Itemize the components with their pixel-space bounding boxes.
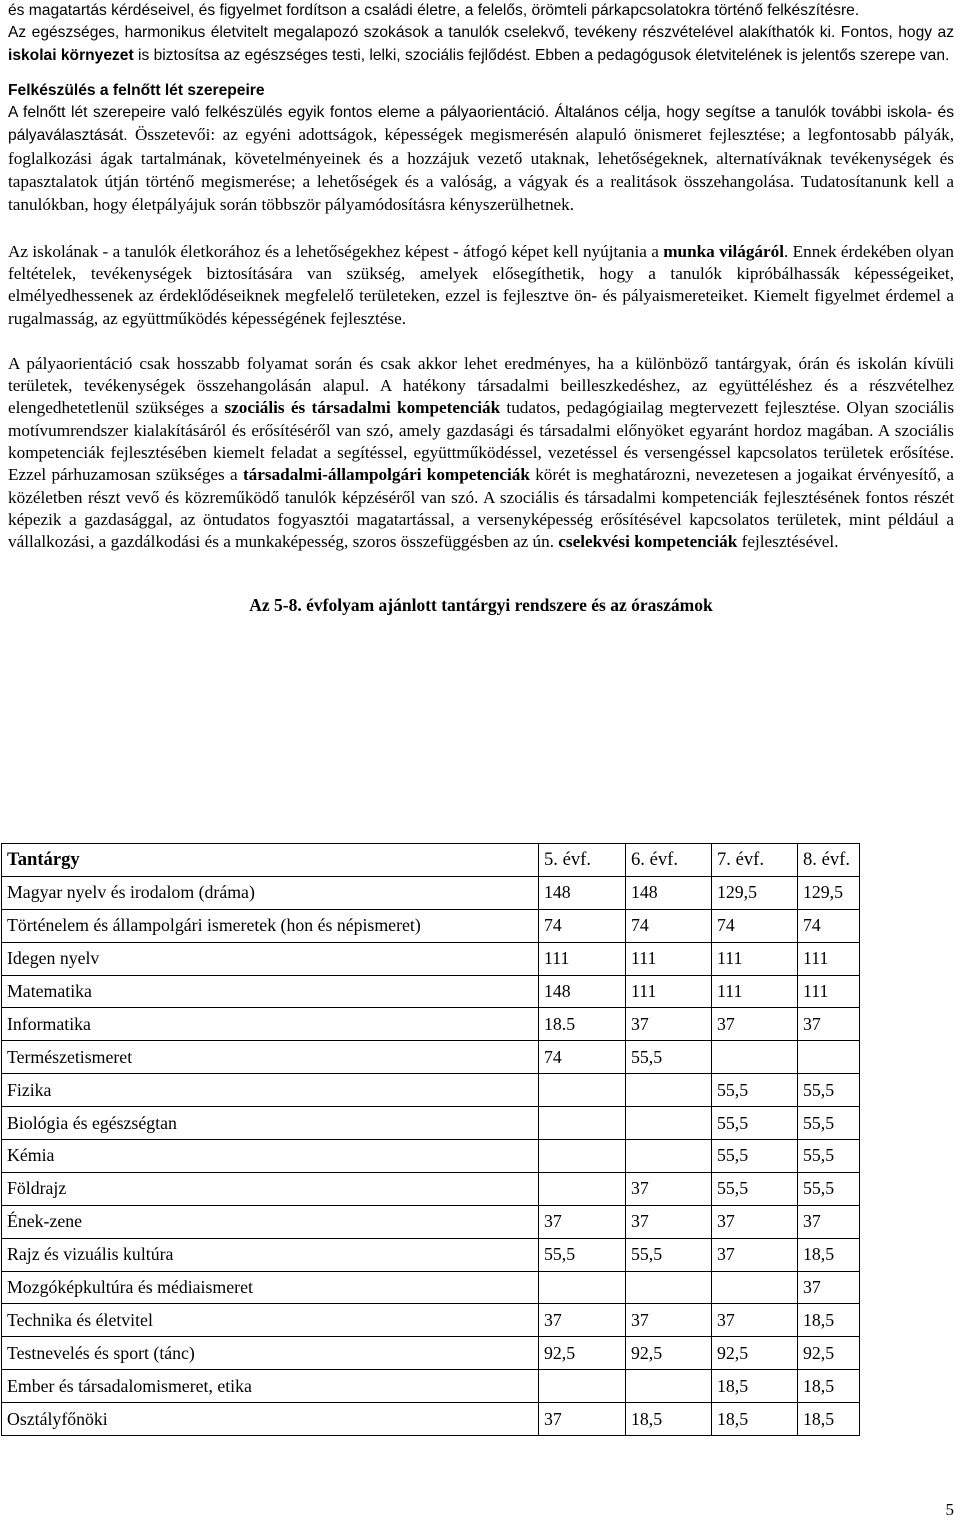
paragraph-competencies (8, 353, 954, 554)
hours-cell (626, 1107, 712, 1140)
text-span: fejlesztésével. (737, 532, 839, 552)
text-span: Az iskolának - a tanulók életkorához és a lehetőségekhez képest - átfogó képet kell nyújtania a (8, 241, 664, 261)
text-span: A pályaorientáció csak hosszabb folyamat során és csak akkor lehet eredményes, ha a különböző tantárgyak, órán és iskolán kívüli területek, tevékenységek összehangolásán alapul. A hatékony társadalmi beilleszkedéshez, az együttéléshez és a részvételhez elengedhetetlenül szükséges a (8, 353, 954, 418)
hours-cell: 92,5 (539, 1337, 626, 1370)
hours-cell (539, 1074, 626, 1107)
table-row (2, 1205, 860, 1238)
hours-cell: 74 (539, 909, 626, 942)
table-row (2, 1107, 860, 1140)
table-row (2, 1172, 860, 1205)
hours-cell: 129,5 (712, 876, 798, 909)
table-row (2, 942, 860, 975)
hours-cell (539, 1271, 626, 1304)
table-row (2, 909, 860, 942)
table-row (2, 1271, 860, 1304)
subject-cell: Testnevelés és sport (tánc) (2, 1337, 539, 1370)
text-healthy-habits: Az egészséges, harmonikus életvitelt megalapozó szokások a tanulók cselekvő, tevékeny részvételével alakíthatók ki. (8, 24, 836, 42)
table-row (2, 1238, 860, 1271)
bold-world-of-work: munka világáról (663, 241, 785, 261)
hours-cell: 111 (798, 942, 860, 975)
hours-cell: 37 (539, 1304, 626, 1337)
hours-cell (539, 1107, 626, 1140)
subject-cell: Ember és társadalomismeret, etika (2, 1370, 539, 1403)
hours-cell: 18,5 (712, 1370, 798, 1403)
hours-cell: 111 (626, 942, 712, 975)
subject-cell: Történelem és állampolgári ismeretek (hon és népismeret) (2, 909, 539, 942)
document-page (8, 0, 954, 616)
hours-cell (626, 1074, 712, 1107)
hours-cell (626, 1370, 712, 1403)
table-row (2, 1403, 860, 1436)
hours-cell: 37 (626, 1008, 712, 1041)
header-grade: 8. évf. (798, 844, 860, 877)
subject-cell: Fizika (2, 1074, 539, 1107)
subject-cell: Osztályfőnöki (2, 1403, 539, 1436)
text-career-orientation: A felnőtt lét szerepeire való felkészülés egyik fontos eleme a pályaorientáció. Általános célja, hogy segítse a tanulók további iskola- és pályaválasztását. (8, 104, 954, 145)
hours-cell: 111 (539, 942, 626, 975)
subject-cell: Informatika (2, 1008, 539, 1041)
hours-cell: 148 (539, 876, 626, 909)
subject-cell: Mozgóképkultúra és médiaismeret (2, 1271, 539, 1304)
hours-cell: 18,5 (712, 1403, 798, 1436)
hours-cell: 129,5 (798, 876, 860, 909)
hours-cell: 74 (539, 1041, 626, 1074)
bold-civic-competencies: társadalmi-állampolgári kompetenciák (242, 465, 530, 485)
table-body (2, 844, 860, 1436)
hours-cell: 55,5 (539, 1238, 626, 1271)
hours-cell: 55,5 (798, 1172, 860, 1205)
subject-cell: Idegen nyelv (2, 942, 539, 975)
hours-cell: 37 (539, 1205, 626, 1238)
hours-cell: 92,5 (798, 1337, 860, 1370)
hours-cell (626, 1271, 712, 1304)
subject-cell: Technika és életvitel (2, 1304, 539, 1337)
hours-cell: 74 (712, 909, 798, 942)
table-title: Az 5-8. évfolyam ajánlott tantárgyi rendszere és az óraszámok (249, 594, 713, 615)
hours-cell: 18.5 (539, 1008, 626, 1041)
table-row (2, 1074, 860, 1107)
hours-cell (798, 1041, 860, 1074)
text-span: körét is meghatározni, nevezetesen a jogaikat érvényesítő, a közéletben részt vevő és közreműködő tanulók képzéséről van szó. A szociális és társadalmi kompetenciák fejlesztésének fontos részét képezik a gazdasággal, az öntudatos fogyasztói magatartással, a versenyképesség erősítésével kapcsolatos területek, mint például a vállalkozási, a gazdálkodási és a munkaképesség, szoros összefüggésben az ún. (8, 465, 954, 552)
hours-cell: 37 (798, 1271, 860, 1304)
subject-cell: Magyar nyelv és irodalom (dráma) (2, 876, 539, 909)
hours-cell: 37 (712, 1008, 798, 1041)
hours-cell (712, 1041, 798, 1074)
hours-cell: 74 (798, 909, 860, 942)
hours-cell (539, 1140, 626, 1173)
hours-cell: 111 (626, 975, 712, 1008)
subject-cell: Természetismeret (2, 1041, 539, 1074)
subject-cell: Matematika (2, 975, 539, 1008)
hours-cell: 111 (712, 942, 798, 975)
hours-cell: 37 (626, 1172, 712, 1205)
table-row (2, 1337, 860, 1370)
hours-cell: 111 (712, 975, 798, 1008)
hours-cell: 37 (712, 1205, 798, 1238)
hours-cell: 92,5 (626, 1337, 712, 1370)
subject-hours-table (1, 843, 860, 1436)
table-row (2, 1304, 860, 1337)
hours-cell: 55,5 (626, 1041, 712, 1074)
hours-cell: 55,5 (712, 1074, 798, 1107)
hours-cell: 18,5 (798, 1403, 860, 1436)
hours-cell (539, 1172, 626, 1205)
hours-cell: 37 (712, 1238, 798, 1271)
hours-cell: 37 (626, 1205, 712, 1238)
hours-cell: 18,5 (798, 1370, 860, 1403)
subject-cell: Földrajz (2, 1172, 539, 1205)
hours-cell: 111 (798, 975, 860, 1008)
subject-cell: Ének-zene (2, 1205, 539, 1238)
hours-cell (712, 1271, 798, 1304)
text-span: Fontos, hogy az (835, 24, 954, 42)
hours-cell: 37 (712, 1304, 798, 1337)
hours-cell: 55,5 (798, 1107, 860, 1140)
hours-cell (626, 1140, 712, 1173)
table-row (2, 1140, 860, 1173)
header-grade: 5. évf. (539, 844, 626, 877)
hours-cell: 55,5 (626, 1238, 712, 1271)
table-row (2, 1041, 860, 1074)
table-row (2, 876, 860, 909)
hours-cell: 18,5 (798, 1304, 860, 1337)
page-number: 5 (945, 1500, 954, 1519)
hours-cell: 74 (626, 909, 712, 942)
text-family-life: és magatartás kérdéseivel, és figyelmet fordítson a családi életre, a felelős, örömteli párkapcsolatokra történő felkészítésre. (8, 2, 860, 19)
text-span: . Ennek érdekében olyan feltételek, tevékenységek biztosítására van szükség, amelyek elősegíthetik, hogy a tanulók kipróbálhassák képességeiket, elmélyedhessenek az érdeklődéseiknek megfelelő területeken, ezzel is fejlesztve ön- és pályaismereteiket. Kiemelt figyelmet érdemel a rugalmasság, az együttműködés képességének fejlesztése. (8, 241, 955, 328)
header-subject: Tantárgy (2, 844, 539, 877)
hours-cell: 18,5 (798, 1238, 860, 1271)
table-row (2, 1008, 860, 1041)
hours-cell: 37 (539, 1403, 626, 1436)
hours-cell: 92,5 (712, 1337, 798, 1370)
paragraph-world-of-work (8, 241, 954, 330)
bold-action-competencies: cselekvési kompetenciák (558, 532, 738, 552)
subject-cell: Rajz és vizuális kultúra (2, 1238, 539, 1271)
hours-cell: 37 (626, 1304, 712, 1337)
text-span: is biztosítsa az egészséges testi, lelki, szociális fejlődést. Ebben a pedagógusok életvitelének is jelentős szerepe van. (133, 46, 950, 64)
paragraph-intro (8, 0, 954, 67)
subject-cell: Kémia (2, 1140, 539, 1173)
header-grade: 7. évf. (712, 844, 798, 877)
hours-cell: 55,5 (712, 1172, 798, 1205)
table-header-row (2, 844, 860, 877)
hours-cell: 18,5 (626, 1403, 712, 1436)
text-components: Összetevői: az egyéni adottságok, képességek megismerésén alapuló önismeret fejlesztése; a legfontosabb pályák, foglalkozási ágak tartalmának, követelményeinek és a hozzájuk vezető utaknak, lehetőségeknek, alternatíváknak tevékenységek és tapasztalatok útján történő megismerése; a lehetőségek és a valóság, a vágyak és a realitások összehangolása. Tudatosítanunk kell a tanulókban, hogy életpályájuk során többször pályamódosításra kényszerülhetnek. (8, 125, 954, 215)
subject-cell: Biológia és egészségtan (2, 1107, 539, 1140)
hours-cell: 148 (626, 876, 712, 909)
section-career (8, 80, 954, 218)
hours-cell: 37 (798, 1008, 860, 1041)
text-span: tudatos, pedagógiailag megtervezett fejlesztése. Olyan szociális motívumrendszer kialakításáról és erősítéséről van szó, amely gazdasági és társadalmi előnyöket egyaránt hordoz magában. A szociális kompetenciák fejlesztésében kiemelt feladat a segítéssel, együttműködéssel, vezetéssel és versengéssel kapcsolatos területek erősítése. Ezzel párhuzamosan szükséges a (8, 398, 955, 485)
hours-cell: 148 (539, 975, 626, 1008)
bold-school-environment: iskolai környezet (8, 46, 134, 64)
hours-cell: 55,5 (712, 1107, 798, 1140)
hours-cell: 55,5 (798, 1074, 860, 1107)
hours-cell (539, 1370, 626, 1403)
hours-cell: 37 (798, 1205, 860, 1238)
section-heading: Felkészülés a felnőtt lét szerepeire (8, 81, 265, 99)
hours-cell: 55,5 (798, 1140, 860, 1173)
table-row (2, 1370, 860, 1403)
table-row (2, 975, 860, 1008)
hours-cell: 55,5 (712, 1140, 798, 1173)
header-grade: 6. évf. (626, 844, 712, 877)
bold-social-competencies: szociális és társadalmi kompetenciák (224, 398, 501, 418)
